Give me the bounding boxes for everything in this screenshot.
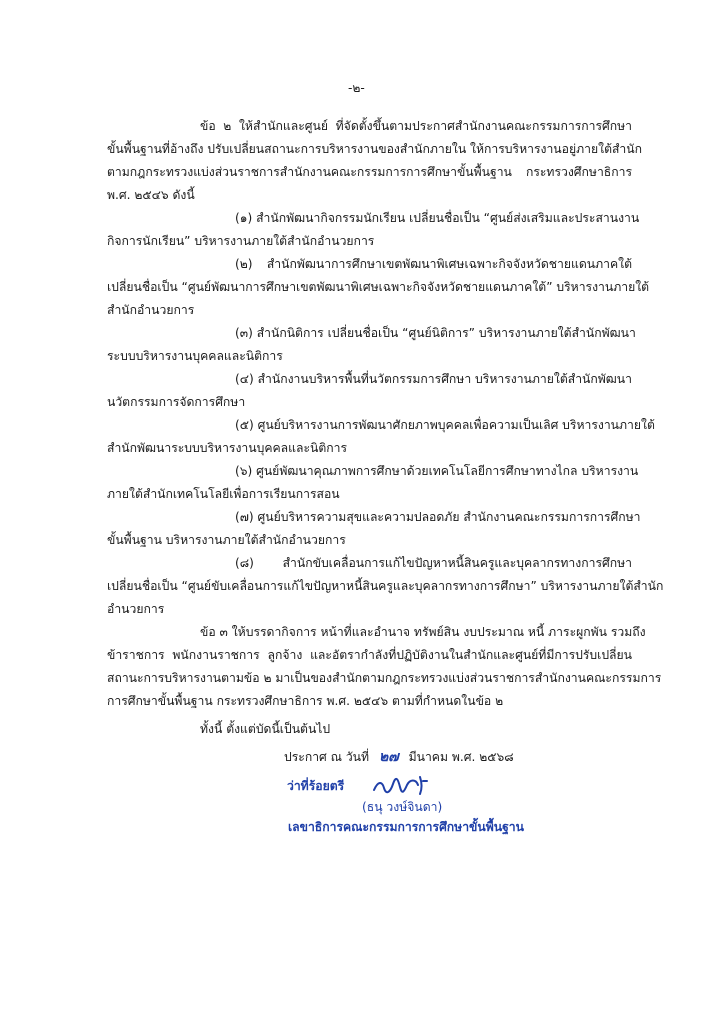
signature-name: (ธนุ วงษ์จินดา) bbox=[362, 800, 443, 814]
handwritten-signature bbox=[370, 773, 430, 797]
item-3-line-2: ระบบบริหารงานบุคคลและนิติการ bbox=[107, 349, 283, 363]
effective-statement: ทั้งนี้ ตั้งแต่บัดนี้เป็นต้นไป bbox=[200, 722, 331, 736]
item-7-line-1: (๗) ศูนย์บริหารความสุขและความปลอดภัย สำนักงานคณะกรรมการการศึกษา bbox=[235, 510, 641, 524]
signature-position: เลขาธิการคณะกรรมการการศึกษาขั้นพื้นฐาน bbox=[288, 820, 524, 834]
clause2-line-3: ตามกฎกระทรวงแบ่งส่วนราชการสำนักงานคณะกรรมการการศึกษาขั้นพื้นฐาน กระทรวงศึกษาธิการ bbox=[107, 165, 632, 179]
item-5-line-2: สำนักพัฒนาระบบบริหารงานบุคคลและนิติการ bbox=[107, 441, 348, 455]
item-2-line-2: เปลี่ยนชื่อเป็น “ศูนย์พัฒนาการศึกษาเขตพัฒนาพิเศษเฉพาะกิจจังหวัดชายแดนภาคใต้” บริหารงานภายใต้ bbox=[107, 280, 650, 294]
item-8-line-1: (๘) สำนักขับเคลื่อนการแก้ไขปัญหาหนี้สินครูและบุคลากรทางการศึกษา bbox=[235, 556, 632, 570]
clause2-line-2: ขั้นพื้นฐานที่อ้างถึง ปรับเปลี่ยนสถานะการบริหารงานของสำนักภายใน ให้การบริหารงานอยู่ภายใต้สำนัก bbox=[107, 142, 642, 156]
announce-rest: มีนาคม พ.ศ. ๒๕๖๘ bbox=[408, 750, 514, 764]
clause3-line-2: ข้าราชการ พนักงานราชการ ลูกจ้าง และอัตรากำลังที่ปฏิบัติงานในสำนักและศูนย์ที่มีการปรับเปลี่ยน bbox=[107, 648, 632, 662]
clause2-line-4: พ.ศ. ๒๕๔๖ ดังนี้ bbox=[107, 188, 195, 202]
item-8-line-3: อำนวยการ bbox=[107, 602, 165, 616]
clause3-line-4: การศึกษาขั้นพื้นฐาน กระทรวงศึกษาธิการ พ.ศ. ๒๕๔๖ ตามที่กำหนดในข้อ ๒ bbox=[107, 694, 504, 708]
item-5-line-1: (๕) ศูนย์บริหารงานการพัฒนาศักยภาพบุคคลเพื่อความเป็นเลิศ บริหารงานภายใต้ bbox=[235, 418, 655, 432]
item-6-line-2: ภายใต้สำนักเทคโนโลยีเพื่อการเรียนการสอน bbox=[107, 487, 340, 501]
announce-prefix: ประกาศ ณ วันที่ bbox=[284, 750, 370, 764]
item-1-line-2: กิจการนักเรียน” บริหารงานภายใต้สำนักอำนวยการ bbox=[107, 234, 375, 248]
announce-line bbox=[284, 748, 514, 766]
item-4-line-1: (๔) สำนักงานบริหารพื้นที่นวัตกรรมการศึกษา บริหารงานภายใต้สำนักพัฒนา bbox=[235, 372, 632, 386]
item-1-line-1: (๑) สำนักพัฒนากิจกรรมนักเรียน เปลี่ยนชื่อเป็น “ศูนย์ส่งเสริมและประสานงาน bbox=[235, 211, 640, 225]
item-3-line-1: (๓) สำนักนิติการ เปลี่ยนชื่อเป็น “ศูนย์นิติการ” บริหารงานภายใต้สำนักพัฒนา bbox=[235, 326, 636, 340]
item-7-line-2: ขั้นพื้นฐาน บริหารงานภายใต้สำนักอำนวยการ bbox=[107, 533, 346, 547]
page-number: -๒- bbox=[348, 81, 365, 95]
clause2-line-1: ข้อ ๒ ให้สำนักและศูนย์ ที่จัดตั้งขึ้นตามประกาศสำนักงานคณะกรรมการการศึกษา bbox=[200, 119, 632, 133]
announce-day: ๒๗ bbox=[378, 749, 399, 765]
signature-rank: ว่าที่ร้อยตรี bbox=[287, 779, 345, 793]
item-8-line-2: เปลี่ยนชื่อเป็น “ศูนย์ขับเคลื่อนการแก้ไขปัญหาหนี้สินครูและบุคลากรทางการศึกษา” บริหารงานภายใต้สำนัก bbox=[107, 579, 664, 593]
item-4-line-2: นวัตกรรมการจัดการศึกษา bbox=[107, 395, 246, 409]
clause3-line-1: ข้อ ๓ ให้บรรดากิจการ หน้าที่และอำนาจ ทรัพย์สิน งบประมาณ หนี้ ภาระผูกพัน รวมถึง bbox=[200, 625, 646, 639]
clause3-line-3: สถานะการบริหารงานตามข้อ ๒ มาเป็นของสำนักตามกฎกระทรวงแบ่งส่วนราชการสำนักงานคณะกรรมการ bbox=[107, 671, 662, 685]
item-6-line-1: (๖) ศูนย์พัฒนาคุณภาพการศึกษาด้วยเทคโนโลยีการศึกษาทางไกล บริหารงาน bbox=[235, 464, 639, 478]
item-2-line-3: สำนักอำนวยการ bbox=[107, 303, 195, 317]
item-2-line-1: (๒) สำนักพัฒนาการศึกษาเขตพัฒนาพิเศษเฉพาะกิจจังหวัดชายแดนภาคใต้ bbox=[235, 257, 632, 271]
